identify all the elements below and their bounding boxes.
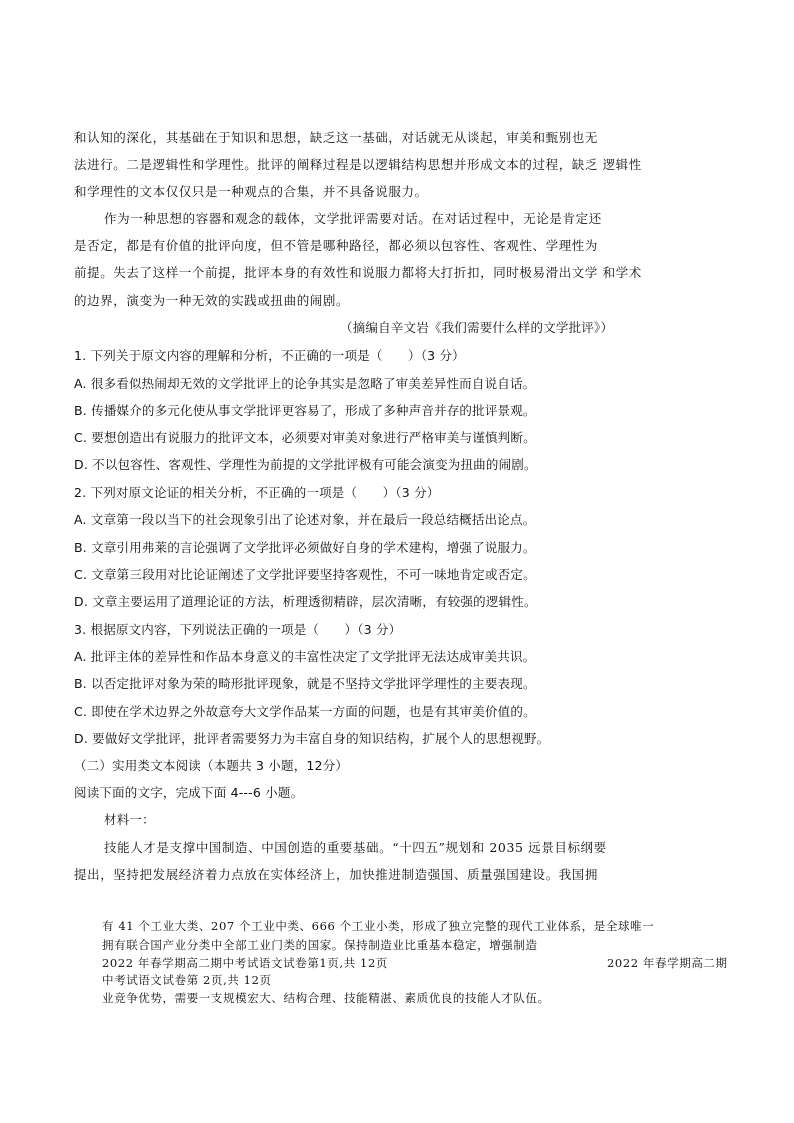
option-c: C. 要想创造出有说服力的批评文本，必须要对审美对象进行严格审美与谨慎判断。 xyxy=(74,430,536,445)
question-stem: 2. 下列对原文论证的相关分析，不正确的一项是（ ）（3 分） xyxy=(74,485,440,500)
option-b: B. 传播媒介的多元化使从事文学批评更容易了，形成了多种声音并存的批评景观。 xyxy=(74,403,536,418)
material-line: 技能人才是支撑中国制造、中国创造的重要基础。“十四五”规划和 2035 远景目标纲要 xyxy=(104,840,607,855)
passage-line: 和学理性的文本仅仅只是一种观点的合集，并不具备说服力。 xyxy=(74,184,428,199)
section-heading: （二）实用类文本阅读（本题共 3 小题，12分） xyxy=(74,758,349,773)
material-line: 拥有联合国产业分类中全部工业门类的国家。保持制造业比重基本稳定，增强制造 xyxy=(102,938,538,952)
material-line: 提出，坚持把发展经济着力点放在实体经济上，加快推进制造强国、质量强国建设。我国拥 xyxy=(74,867,599,882)
passage-line: 是否定，都是有价值的批评向度，但不管是哪种路径，都必须以包容性、客观性、学理性为 xyxy=(74,238,599,253)
page-footer-left: 2022 年春学期高二期中考试语文试卷第1页,共 12页 xyxy=(102,956,388,970)
passage-source: （摘编自辛文岩《我们需要什么样的文学批评》） xyxy=(340,320,614,335)
passage-line: 和认知的深化，其基础在于知识和思想，缺乏这一基础，对话就无从谈起，审美和甄别也无 xyxy=(74,130,599,145)
material-line: 有 41 个工业大类、207 个工业中类、666 个工业小类，形成了独立完整的现代工业体系，是全球唯一 xyxy=(102,919,655,933)
option-a: A. 批评主体的差异性和作品本身意义的丰富性决定了文学批评无法达成审美共识。 xyxy=(74,649,536,664)
question-stem: 1. 下列关于原文内容的理解和分析，不正确的一项是（ ）（3 分） xyxy=(74,348,465,363)
page-footer-right: 2022 年春学期高二期 xyxy=(607,956,728,970)
passage-line: 的边界，演变为一种无效的实践或扭曲的闹剧。 xyxy=(74,293,350,308)
option-d: D. 文章主要运用了道理论证的方法，析理透彻精辟，层次清晰，有较强的逻辑性。 xyxy=(74,594,537,609)
option-a: A. 很多看似热闹却无效的文学批评上的论争其实是忽略了审美差异性而自说自话。 xyxy=(74,376,536,391)
section-instruction: 阅读下面的文字，完成下面 4---6 小题。 xyxy=(74,785,304,800)
question-stem: 3. 根据原文内容，下列说法正确的一项是（ ）（3 分） xyxy=(74,622,402,637)
passage-line: 作为一种思想的容器和观念的载体，文学批评需要对话。在对话过程中，无论是肯定还 xyxy=(104,211,602,226)
passage-line: 前提。失去了这样一个前提，批评本身的有效性和说服力都将大打折扣，同时极易滑出文学 和学术 xyxy=(74,265,642,280)
option-c: C. 即使在学术边界之外故意夸大文学作品某一方面的问题，也是有其审美价值的。 xyxy=(74,704,536,719)
material-label: 材料一： xyxy=(104,812,155,827)
page-footer-continued: 中考试语文试卷第 2页,共 12页 xyxy=(102,973,272,987)
material-line: 业竞争优势，需要一支规模宏大、结构合理、技能精湛、素质优良的技能人才队伍。 xyxy=(102,991,550,1005)
option-b: B. 以否定批评对象为荣的畸形批评现象，就是不坚持文学批评学理性的主要表现。 xyxy=(74,676,536,691)
option-a: A. 文章第一段以当下的社会现象引出了论述对象，并在最后一段总结概括出论点。 xyxy=(74,512,536,527)
option-c: C. 文章第三段用对比论证阐述了文学批评要坚持客观性，不可一味地肯定或否定。 xyxy=(74,567,536,582)
option-d: D. 不以包容性、客观性、学理性为前提的文学批评极有可能会演变为扭曲的闹剧。 xyxy=(74,457,537,472)
passage-line: 法进行。二是逻辑性和学理性。批评的阐释过程是以逻辑结构思想并形成文本的过程，缺乏 逻辑性 xyxy=(74,157,642,172)
option-d: D. 要做好文学批评，批评者需要努力为丰富自身的知识结构，扩展个人的思想视野。 xyxy=(74,731,550,746)
option-b: B. 文章引用弗莱的言论强调了文学批评必须做好自身的学术建构，增强了说服力。 xyxy=(74,540,536,555)
